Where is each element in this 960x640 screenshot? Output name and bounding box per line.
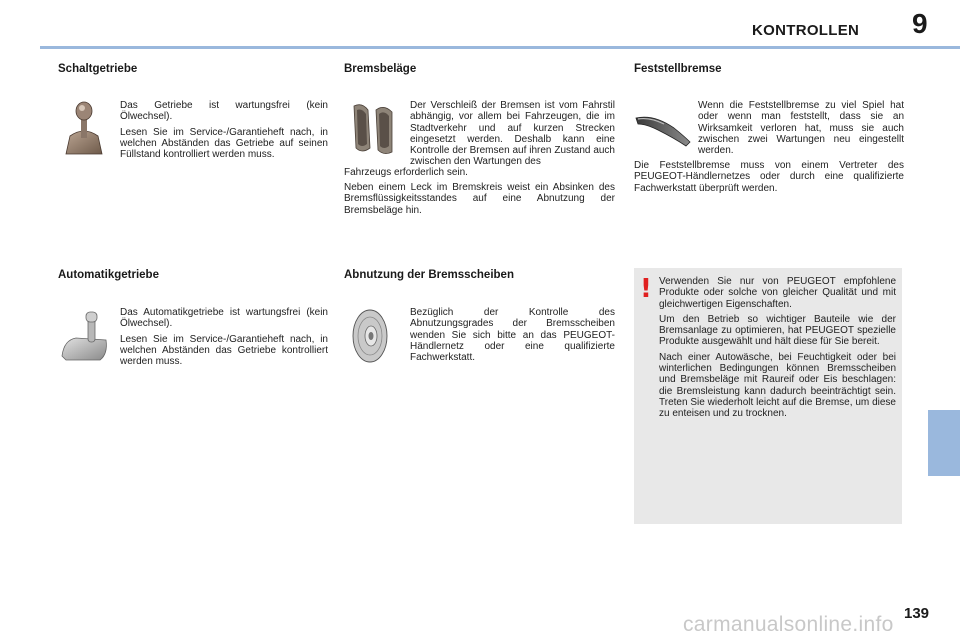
chapter-number: 9 (912, 8, 928, 39)
parking-brake-lever-icon (634, 108, 692, 148)
warning-paragraph-1: Verwenden Sie nur von PEUGEOT empfohlene Produkte oder solche von gleicher Qualität und mit gleichwertigen Eigenschaften. (659, 276, 896, 310)
schaltgetriebe-text (120, 100, 328, 164)
bremsbelaege-text-top: Der Verschleiß der Bremsen ist vom Fahrstil abhängig, vor allem bei Fahrzeugen, die im Stadtverkehr und auf kurzen Strecken eingesetzt werden. Deshalb kann eine Kontrolle der Bremsen auf ihren Zustand auch zwischen den Wartungen des (410, 100, 615, 168)
page-header-title: KONTROLLEN (752, 22, 860, 39)
section-heading-schaltgetriebe: Schaltgetriebe (58, 63, 138, 75)
automatikgetriebe-paragraph-2: Lesen Sie im Service-/Garantieheft nach, in welchen Abständen das Getriebe kontrolliert werden muss. (120, 333, 328, 368)
brake-disc-icon (350, 308, 390, 364)
feststellbremse-text-bottom: Die Feststellbremse muss von einem Vertreter des PEUGEOT-Händlernetzes oder durch eine qualifizierte Fachwerkstatt überprüft werden. (634, 160, 904, 194)
brake-pads-icon (348, 100, 400, 156)
warning-icon: ! (640, 274, 652, 304)
warning-paragraph-2: Um den Betrieb so wichtiger Bauteile wie der Bremsanlage zu optimieren, hat PEUGEOT spezielle Produkte ausgewählt und hält diese für Sie bereit. (659, 313, 896, 348)
warning-text (659, 276, 896, 424)
automatikgetriebe-paragraph-1: Das Automatikgetriebe ist wartungsfrei (kein Ölwechsel). (120, 307, 328, 330)
warning-paragraph-3: Nach einer Autowäsche, bei Feuchtigkeit oder bei winterlichen Bedingungen können Bremsscheiben und Bremsbeläge mit Raureif oder Eis beschlagen: die Bremsleistung kann dadurch beeinträchtigt sein. Treten Sie wiederholt leicht auf die Bremse, um diese zu enteisen und zu trocknen. (659, 351, 896, 420)
chapter-side-tab (928, 410, 960, 476)
watermark: carmanualsonline.info (683, 613, 894, 636)
section-heading-feststellbremse: Feststellbremse (634, 63, 722, 75)
bremsbelaege-text-top-end: Fahrzeugs erforderlich sein. (344, 167, 468, 178)
section-heading-bremsscheiben: Abnutzung der Bremsscheiben (344, 269, 514, 281)
automatikgetriebe-text (120, 307, 328, 371)
schaltgetriebe-paragraph-1: Das Getriebe ist wartungsfrei (kein Ölwechsel). (120, 100, 328, 123)
bremsbelaege-text-bottom: Neben einem Leck im Bremskreis weist ein Absinken des Bremsflüssigkeitsstandes auf eine Abnutzung der Bremsbeläge hin. (344, 182, 615, 216)
automatic-gear-selector-icon (60, 310, 110, 362)
page-number: 139 (904, 605, 930, 622)
gear-shift-knob-icon (62, 100, 106, 156)
header-rule (40, 46, 960, 49)
section-heading-automatikgetriebe: Automatikgetriebe (58, 269, 159, 281)
feststellbremse-text-top: Wenn die Feststellbremse zu viel Spiel hat oder wenn man feststellt, dass sie an Wirksamkeit verloren hat, muss sie auch zwischen zwei Wartungen neu eingestellt werden. (698, 100, 904, 157)
schaltgetriebe-paragraph-2: Lesen Sie im Service-/Garantieheft nach, in welchen Abständen das Getriebe auf seinen Füllstand kontrolliert werden muss. (120, 126, 328, 161)
bremsscheiben-text: Bezüglich der Kontrolle des Abnutzungsgrades der Bremsscheiben wenden Sie sich bitte an das PEUGEOT-Händlernetz oder eine qualifizierte Fachwerkstatt. (410, 307, 615, 364)
section-heading-bremsbelaege: Bremsbeläge (344, 63, 417, 75)
